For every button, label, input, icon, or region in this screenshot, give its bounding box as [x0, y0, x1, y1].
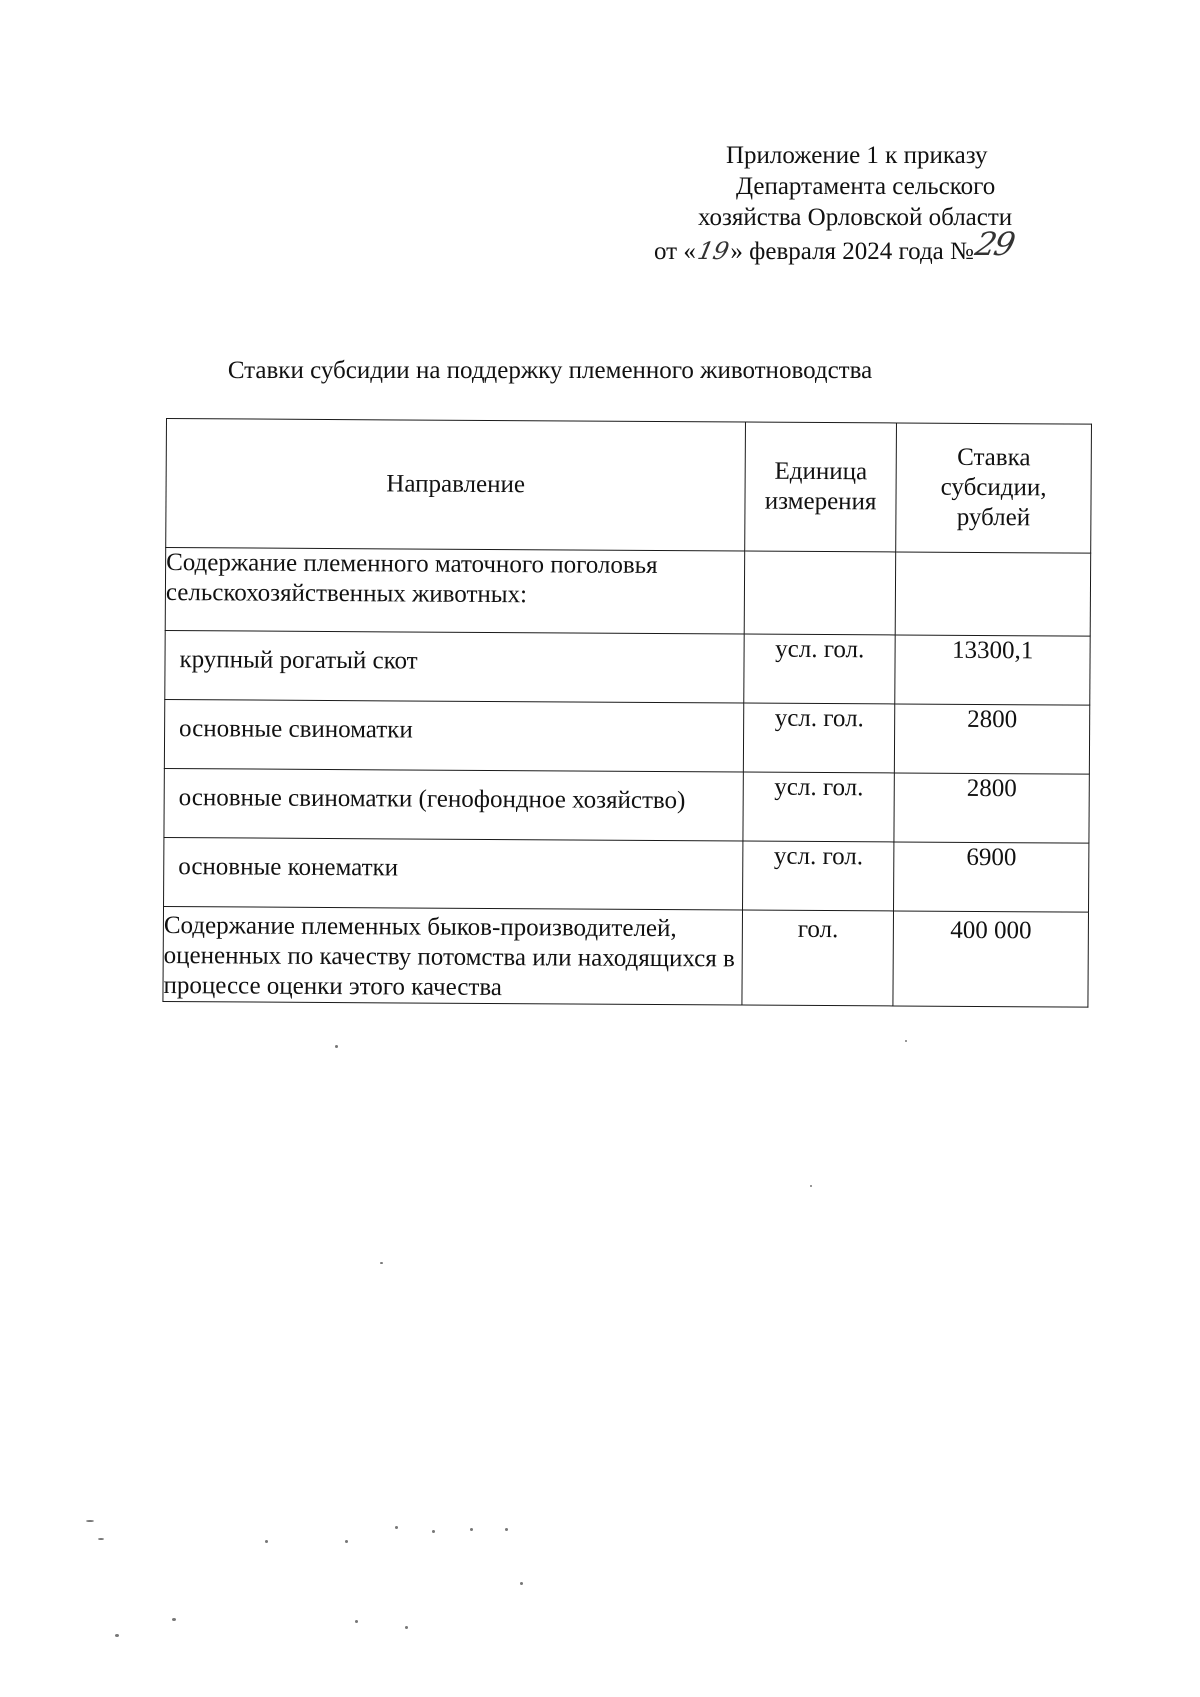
row-direction: основные свиноматки [164, 699, 744, 772]
scan-speck [335, 1045, 338, 1048]
appendix-header [590, 140, 1070, 267]
scan-speck [520, 1582, 523, 1585]
handwritten-order-day: 19 [694, 237, 732, 265]
scan-speck [395, 1526, 398, 1529]
subsidy-rates-table [162, 418, 1092, 1008]
scan-speck [810, 1185, 812, 1187]
scan-speck [265, 1540, 268, 1543]
row-direction: основные конематки [164, 837, 744, 910]
scan-speck [172, 1618, 176, 1621]
row-rate: 13300,1 [895, 635, 1090, 705]
scan-speck [380, 1262, 383, 1264]
appendix-header-line-4 [590, 225, 1070, 267]
row-direction: Содержание племенных быков-производителей, оцененных по качеству потомства или находящихся в процессе оценки этого качества [163, 906, 743, 1005]
row-unit: гол. [742, 910, 893, 1006]
scan-speck [345, 1540, 348, 1543]
row-rate: 400 000 [893, 911, 1088, 1007]
row-unit [744, 551, 895, 635]
handwritten-order-number: 29 [971, 225, 1017, 263]
row-unit: усл. гол. [744, 703, 895, 773]
table-row [165, 630, 1090, 705]
row-rate [895, 552, 1090, 636]
column-header-unit: Единица измерения [745, 422, 897, 552]
scan-speck [905, 1040, 907, 1042]
table-row [164, 837, 1089, 912]
scan-speck [355, 1620, 358, 1623]
table-header-row [166, 419, 1092, 554]
table-row [164, 768, 1089, 843]
scan-speck [470, 1528, 473, 1531]
table-row [164, 699, 1089, 774]
scan-speck [98, 1538, 104, 1540]
table-row [165, 548, 1090, 637]
appendix-header-line-2: Департамента сельского [736, 173, 996, 200]
row-unit: усл. гол. [743, 772, 894, 842]
column-header-rate: Ставка субсидии, рублей [896, 423, 1092, 553]
document-title-text: Ставки субсидии на поддержку племенного животноводства [227, 357, 873, 384]
row-direction: основные свиноматки (генофондное хозяйство) [164, 768, 744, 841]
row-direction: крупный рогатый скот [165, 630, 745, 703]
column-header-direction: Направление [166, 419, 746, 552]
row-rate: 2800 [894, 773, 1089, 843]
row-rate: 2800 [894, 704, 1089, 774]
scan-speck [86, 1520, 94, 1522]
document-title [0, 357, 1200, 385]
appendix-header-line-1: Приложение 1 к приказу [726, 142, 988, 169]
order-date-prefix: от « [654, 238, 696, 265]
order-date-middle: » февраля 2024 года № [730, 238, 974, 265]
row-unit: усл. гол. [743, 841, 894, 911]
scan-speck [115, 1634, 119, 1637]
scan-speck [505, 1528, 508, 1531]
row-unit: усл. гол. [744, 634, 895, 704]
appendix-header-line-3: хозяйства Орловской области [698, 204, 1013, 231]
scan-speck [405, 1626, 408, 1629]
table-row [163, 906, 1089, 1007]
row-rate: 6900 [894, 842, 1089, 912]
scan-speck [432, 1530, 435, 1533]
row-direction: Содержание племенного маточного поголовья сельскохозяйственных животных: [165, 548, 745, 635]
